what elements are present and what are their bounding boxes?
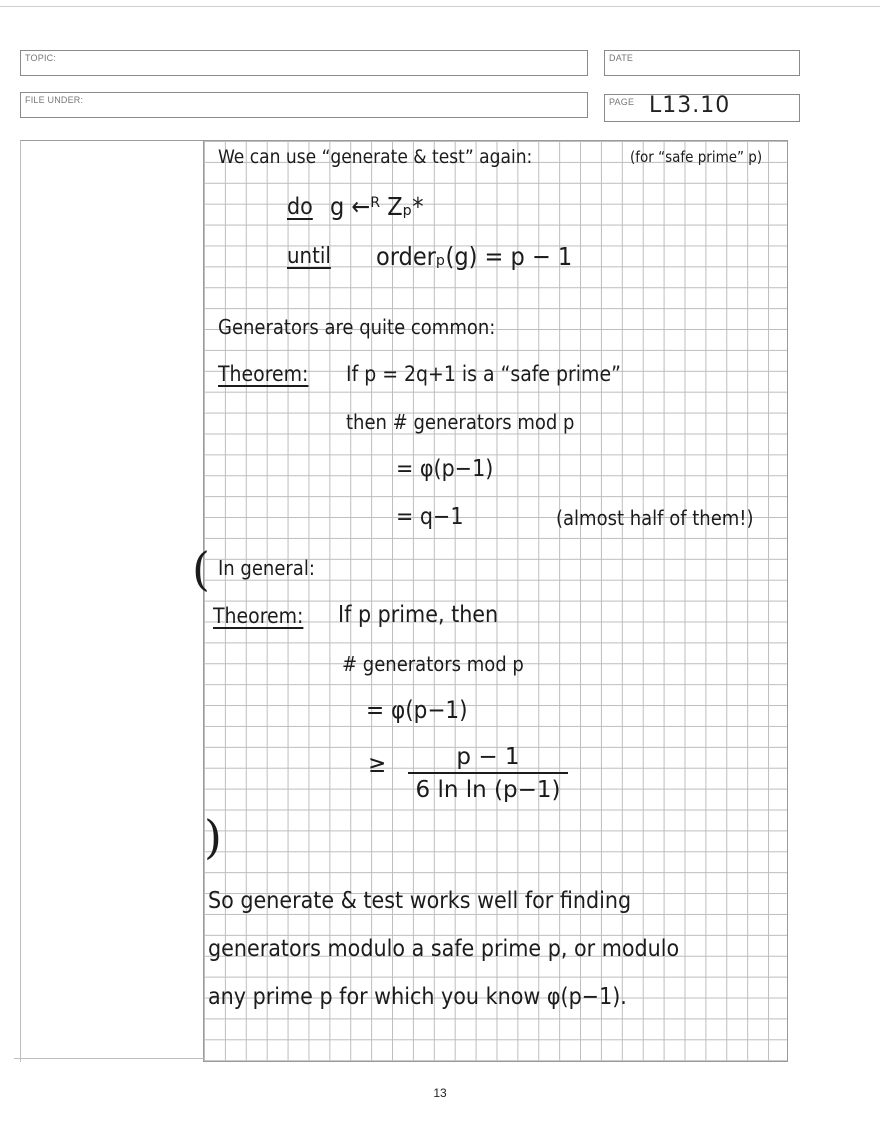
fraction-bar (408, 772, 568, 774)
page-field (604, 94, 800, 122)
page-label: PAGE (609, 97, 635, 107)
theorem-1-aside: (almost half of them!) (556, 506, 754, 530)
date-label: DATE (609, 53, 634, 63)
conclusion-line-2: generators modulo a safe prime p, or modulo (208, 936, 680, 962)
generators-common-line: Generators are quite common: (218, 315, 496, 339)
topic-field (20, 50, 588, 76)
in-general-close-paren: ) (204, 810, 222, 864)
conclusion-line-1: So generate & test works well for finding (208, 888, 632, 914)
bottom-rule (14, 1058, 204, 1059)
graph-paper-grid (203, 140, 788, 1062)
left-margin (20, 140, 203, 1062)
file-under-label: FILE UNDER: (25, 95, 84, 105)
theorem-1-label: Theorem: (218, 362, 309, 386)
theorem-2-eq1: = φ(p−1) (366, 696, 468, 724)
theorem-2-label: Theorem: (213, 604, 304, 628)
in-general-open-paren: ( (192, 542, 210, 596)
theorem-1-if: If p = 2q+1 is a “safe prime” (346, 362, 621, 386)
file-under-field (20, 92, 588, 118)
in-general-line: In general: (218, 556, 315, 580)
until-expression: orderₚ(g) = p − 1 (376, 242, 573, 271)
page-number: 13 (433, 1086, 447, 1100)
fraction-numerator: p − 1 (456, 744, 520, 770)
date-field (604, 50, 800, 76)
topic-label: TOPIC: (25, 53, 57, 63)
do-keyword: do (287, 194, 313, 220)
page-value: L13.10 (649, 93, 731, 118)
intro-aside: (for “safe prime” p) (630, 148, 763, 166)
theorem-2-fraction (408, 744, 568, 803)
theorem-2-count: # generators mod p (342, 652, 524, 676)
until-keyword: until (287, 244, 331, 269)
conclusion-line-3: any prime p for which you know φ(p−1). (208, 984, 627, 1010)
top-edge-line (0, 6, 880, 7)
theorem-2-if: If p prime, then (338, 602, 499, 628)
do-expression: g ←ᴿ Zₚ* (330, 192, 424, 221)
theorem-2-geq: ≥ (368, 750, 387, 778)
theorem-1-eq1: = φ(p−1) (396, 456, 494, 482)
intro-line: We can use “generate & test” again: (218, 146, 533, 168)
theorem-1-then: then # generators mod p (346, 410, 575, 434)
fraction-denominator: 6 ln ln (p−1) (415, 777, 561, 803)
theorem-1-eq2: = q−1 (396, 504, 464, 530)
